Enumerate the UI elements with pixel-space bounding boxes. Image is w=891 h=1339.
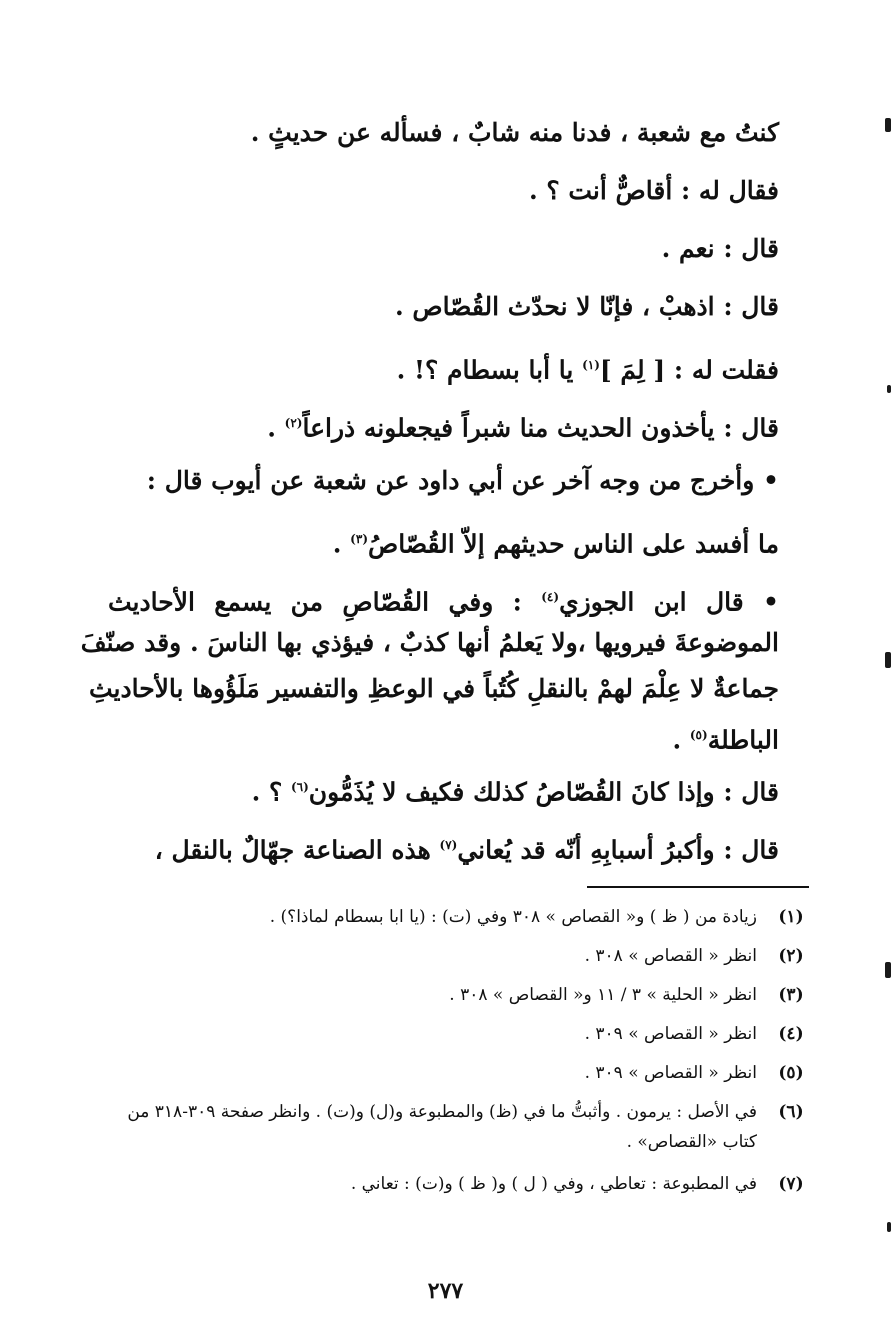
footnote-number: (٧) [778, 1174, 804, 1194]
footnote-ref: (٤) [541, 590, 560, 604]
footnote-number: (٢) [778, 946, 804, 966]
text-line: قال : وأكبرُ أسبابِهِ أنّه قد يُعاني$^{(٧)}$ هذه الصناعة جهّالٌ بالنقل ، [154, 835, 779, 865]
scan-mark [887, 385, 891, 393]
footnote [100, 902, 811, 932]
scan-mark [885, 118, 891, 132]
text-line: قال : وإذا كانَ القُصّاصُ كذلك فكيف لا يُذَمُّون$^{(٦)}$ ؟ . [251, 777, 779, 807]
text-line: • قال ابن الجوزي$^{(٤)}$ : وفي القُصّاصِ من يسمع الأحاديث [108, 587, 779, 617]
footnotes [100, 902, 811, 1208]
footnote-ref: (٥) [689, 728, 708, 742]
footnote-number: (١) [778, 907, 804, 927]
footnote-text: زيادة من ( ظ ) و« القصاص » ٣٠٨ وفي (ت) : (يا ابا بسطام لماذا؟) . [269, 907, 757, 927]
text-line: فقال له : أقاصٌّ أنت ؟ . [528, 176, 779, 205]
text-line: فقلت له : [ لِمَ ]$^{(١)}$ يا أبا بسطام ؟! . [396, 355, 779, 385]
main-text [80, 110, 779, 880]
footnote [100, 1058, 811, 1088]
text-line: جماعةٌ لا عِلْمَ لهمْ بالنقلِ كُتُباً في الوعظِ والتفسير مَلَؤُوها بالأحاديثِ [88, 674, 779, 703]
text-line: ما أفسد على الناس حديثهم إلاّ القُصّاصُ$^{(٣)}$ . [332, 529, 779, 559]
scan-mark [887, 1222, 891, 1232]
footnote-number: (٦) [778, 1102, 804, 1122]
footnote-text: انظر « القصاص » ٣٠٩ . [584, 1063, 757, 1083]
scan-mark [885, 962, 891, 978]
footnote-divider [587, 886, 809, 888]
footnote-text: انظر « القصاص » ٣٠٨ . [584, 946, 757, 966]
scan-mark [885, 652, 891, 668]
footnote-text: انظر « الحلية » ٣ / ١١ و« القصاص » ٣٠٨ . [449, 985, 757, 1005]
footnote-number: (٤) [778, 1024, 804, 1044]
text-line: كنتُ مع شعبة ، فدنا منه شابٌ ، فسأله عن حديثٍ . [250, 118, 779, 147]
footnote-ref: (٦) [290, 780, 309, 794]
footnote-text: في الأصل : يرمون . وأثبتُّ ما في (ظ) والمطبوعة و(ل) و(ت) . وانظر صفحة ٣٠٩-٣١٨ من كتاب «القصاص» . [127, 1102, 757, 1152]
footnote-number: (٥) [778, 1063, 804, 1083]
footnote [100, 941, 811, 971]
text-line: • وأخرج من وجه آخر عن أبي داود عن شعبة عن أيوب قال : [146, 466, 779, 495]
text-line: الباطلة$^{(٥)}$ . [672, 725, 779, 755]
text-line: قال : اذهبْ ، فإنّا لا نحدّث القُصّاص . [394, 292, 779, 321]
footnote-number: (٣) [778, 985, 804, 1005]
footnote-ref: (٣) [350, 532, 368, 546]
footnote [100, 1019, 811, 1049]
footnote [100, 1097, 811, 1157]
footnote-ref: (٢) [284, 416, 303, 430]
footnote [100, 980, 811, 1010]
footnote-text: في المطبوعة : تعاطي ، وفي ( ل ) و( ظ ) و(ت) : تعاني . [350, 1174, 757, 1194]
footnote-ref: (١) [582, 358, 600, 372]
footnote-ref: (٧) [439, 838, 458, 852]
text-line: قال : نعم . [661, 234, 779, 263]
page-number: ٢٧٧ [427, 1278, 464, 1304]
footnote-text: انظر « القصاص » ٣٠٩ . [584, 1024, 757, 1044]
text-line: قال : يأخذون الحديث منا شبراً فيجعلونه ذراعاً$^{(٢)}$ . [267, 413, 779, 443]
text-line: الموضوعةَ فيرويها ،ولا يَعلمُ أنها كذبٌ ، فيؤذي بها الناسَ . وقد صنّفَ [80, 628, 779, 657]
footnote [100, 1169, 811, 1199]
